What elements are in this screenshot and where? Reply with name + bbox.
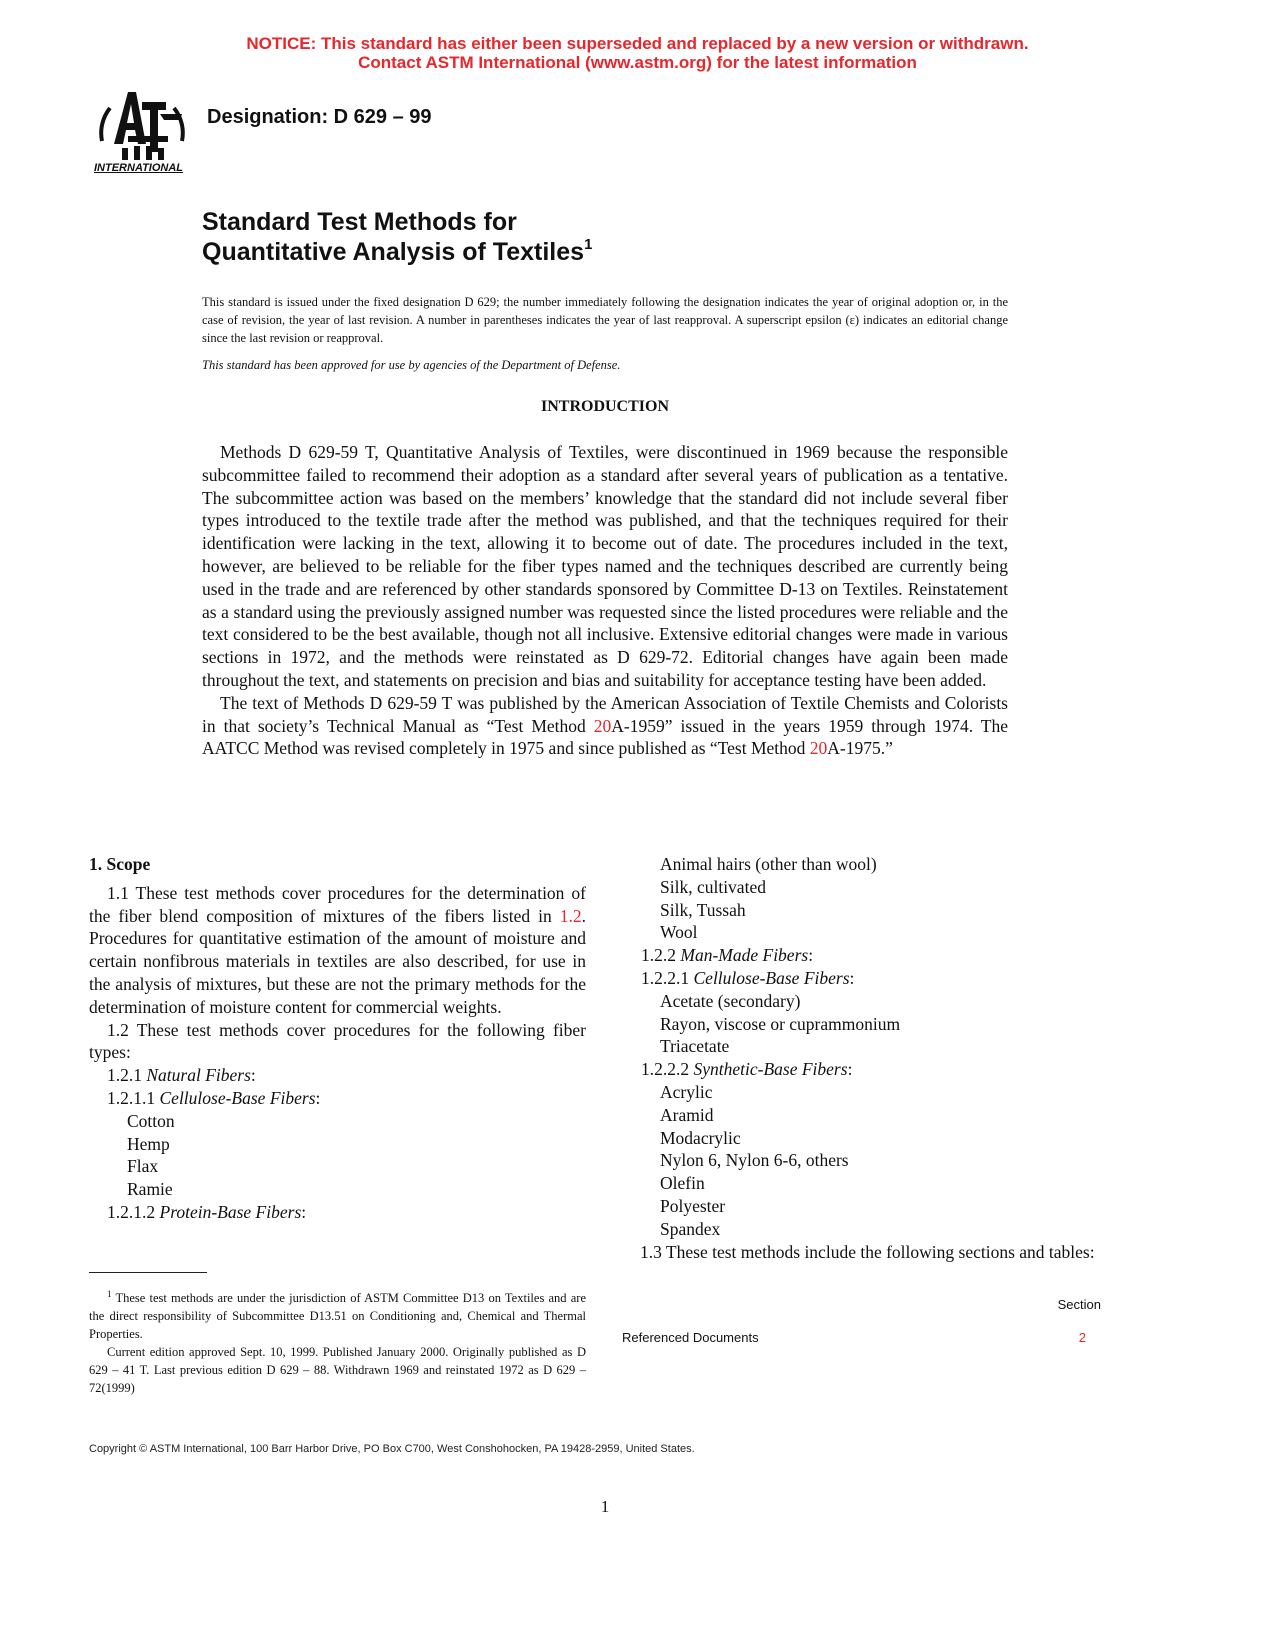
list-item: Nylon 6, Nylon 6-6, others (660, 1150, 849, 1171)
list-item: Polyester (660, 1195, 726, 1216)
item-label: Protein-Base Fibers (159, 1201, 302, 1222)
list-item: Silk, cultivated (660, 876, 766, 897)
notice-line-2: Contact ASTM International (www.astm.org) for the latest information (358, 53, 917, 72)
toc-item-section-link[interactable]: 2 (1078, 1330, 1086, 1345)
item-number: 1.2.1 (107, 1065, 147, 1086)
toc-item-label: Referenced Documents (622, 1330, 759, 1345)
list-item: Spandex (660, 1218, 721, 1239)
list-item: Hemp (127, 1133, 170, 1154)
footnote-mark: 1 (107, 1289, 112, 1299)
notice-line-1: NOTICE: This standard has either been superseded and replaced by a new version or withdrawn. (246, 34, 1029, 53)
scope-1-1-text-a: 1.1 These test methods cover procedures for the determination of the fiber blend composition of mixtures of the fibers listed in (89, 882, 586, 926)
item-label: Cellulose-Base Fibers (693, 967, 850, 988)
item-label: Natural Fibers (146, 1065, 251, 1086)
introduction-para-1: Methods D 629-59 T, Quantitative Analysis of Textiles, were discontinued in 1969 because the responsible subcommittee failed to recommend their adoption as a standard after several years of publication as a tentative. The subcommittee action was based on the members’ knowledge that the standard did not include several fiber types introduced to the textile trade after the method was published, and that the techniques required for their identification were lacking in the text, allowing it to become out of date. The procedures included in the text, however, are believed to be reliable for the fiber types named and the techniques described are currently being used in the trade and are referenced by other standards sponsored by Committee D-13 on Textiles. Reinstatement as a standard using the previously assigned number was requested since the listed procedures were reliable and the text considered to be the best available, though not all inclusive. Extensive editorial changes were made in various sections in 1972, and the methods were reinstated as D 629-72. Editorial changes have again been made throughout the text, and statements on precision and bias and suitability for acceptance testing have been added. (202, 442, 1008, 690)
test-method-link-2[interactable]: 20 (809, 738, 828, 759)
item-number: 1.2.1.1 (107, 1087, 160, 1108)
list-item: Olefin (660, 1173, 705, 1194)
withdrawn-notice (0, 34, 1275, 72)
footnote-2: Current edition approved Sept. 10, 1999. Published January 2000. Originally published as D 629 – 41 T. Last previous edition D 629 – 88. Withdrawn 1969 and reinstated 1972 as D 629 – 72(1999) (89, 1345, 586, 1396)
document-title (202, 207, 592, 267)
designation: Designation: D 629 – 99 (207, 106, 432, 128)
section-1-2-link[interactable]: 1.2 (559, 905, 582, 926)
issued-statement: This standard is issued under the fixed designation D 629; the number immediately following the designation indicates the year of original adoption or, in the case of revision, the year of last revision. A number in parentheses indicates the year of last reapproval. A superscript epsilon (ε) indicates an editorial change since the last revision or reapproval. (202, 295, 1008, 345)
footnote-divider (89, 1272, 207, 1273)
list-item: Cotton (127, 1110, 175, 1131)
dod-approval: This standard has been approved for use by agencies of the Department of Defense. (202, 358, 621, 372)
page-number: 1 (600, 1497, 610, 1516)
footnotes (89, 1285, 586, 1397)
scope-1-2: 1.2 These test methods cover procedures for the following fiber types: (89, 1019, 586, 1063)
list-item: Acetate (secondary) (660, 990, 801, 1011)
item-label: Cellulose-Base Fibers (159, 1087, 316, 1108)
list-item: Flax (127, 1156, 159, 1177)
scope-left-column (89, 853, 586, 1224)
scope-1-2-1: 1.2.1 Natural Fibers: (107, 1065, 256, 1086)
item-label: Man-Made Fibers (680, 945, 809, 966)
title-footnote-mark: 1 (584, 236, 593, 253)
scope-1-2-1-1: 1.2.1.1 Cellulose-Base Fibers: (107, 1087, 321, 1108)
item-number: 1.2.1.2 (107, 1201, 160, 1222)
footnote-1 (89, 1285, 586, 1343)
list-item: Aramid (660, 1104, 714, 1125)
list-item: Ramie (127, 1179, 173, 1200)
title-line-2: Quantitative Analysis of Textiles (202, 238, 585, 266)
scope-right-column (622, 853, 1120, 1345)
scope-1-2-2-2: 1.2.2.2 Synthetic-Base Fibers: (641, 1059, 853, 1080)
item-number: 1.2.2.2 (641, 1059, 694, 1080)
scope-1-3: 1.3 These test methods include the following sections and tables: (640, 1241, 1095, 1262)
scope-1-2-1-2: 1.2.1.2 Protein-Base Fibers: (107, 1201, 307, 1222)
introduction-para-2 (202, 692, 1008, 760)
scope-1-1-text-b: . Procedures for quantitative estimation of the amount of moisture and certain nonfibrous materials in textiles are also described, for use in the analysis of mixtures, but these are not the primary methods for the determination of moisture content for commercial weights. (89, 905, 586, 1017)
footnote-1-text: These test methods are under the jurisdiction of ASTM Committee D13 on Textiles and are the direct responsibility of Subcommittee D13.51 on Conditioning and, Chemical and Thermal Properties. (89, 1291, 586, 1342)
introduction-text (202, 441, 1008, 760)
scope-1-2-2: 1.2.2 Man-Made Fibers: (641, 945, 814, 966)
list-item: Rayon, viscose or cuprammonium (660, 1013, 901, 1034)
item-number: 1.2.2 (641, 945, 681, 966)
list-item: Silk, Tussah (660, 899, 746, 920)
scope-1-2-2-1: 1.2.2.1 Cellulose-Base Fibers: (641, 967, 855, 988)
astm-logo (92, 86, 192, 180)
test-method-link-1[interactable]: 20 (593, 715, 612, 736)
intro-p2-text-b: A-1959” issued in the years 1959 through 1974. The AATCC Method was revised completely in 1975 and since published as “Test Method (202, 715, 1008, 759)
list-item: Modacrylic (660, 1127, 741, 1148)
list-item: Triacetate (660, 1036, 730, 1057)
scope-heading: 1. Scope (89, 854, 151, 874)
toc-section-header: Section (1057, 1297, 1101, 1312)
item-label: Synthetic-Base Fibers (693, 1059, 848, 1080)
list-item: Acrylic (660, 1081, 713, 1102)
title-line-1: Standard Test Methods for (202, 208, 517, 236)
logo-wordmark: INTERNATIONAL (94, 162, 184, 174)
scope-1-1 (89, 882, 586, 1019)
list-item: Wool (660, 922, 698, 943)
copyright-line: Copyright © ASTM International, 100 Barr Harbor Drive, PO Box C700, West Conshohocken, PA 19428-2959, United States. (89, 1443, 695, 1455)
intro-p2-text-c: A-1975.” (827, 738, 893, 759)
intro-p2-text-a: The text of Methods D 629-59 T was published by the American Association of Textile Chemists and Colorists in that society’s Technical Manual as “Test Method (202, 692, 1008, 736)
item-number: 1.2.2.1 (641, 967, 694, 988)
list-item: Animal hairs (other than wool) (660, 854, 877, 874)
introduction-heading: INTRODUCTION (540, 398, 669, 415)
